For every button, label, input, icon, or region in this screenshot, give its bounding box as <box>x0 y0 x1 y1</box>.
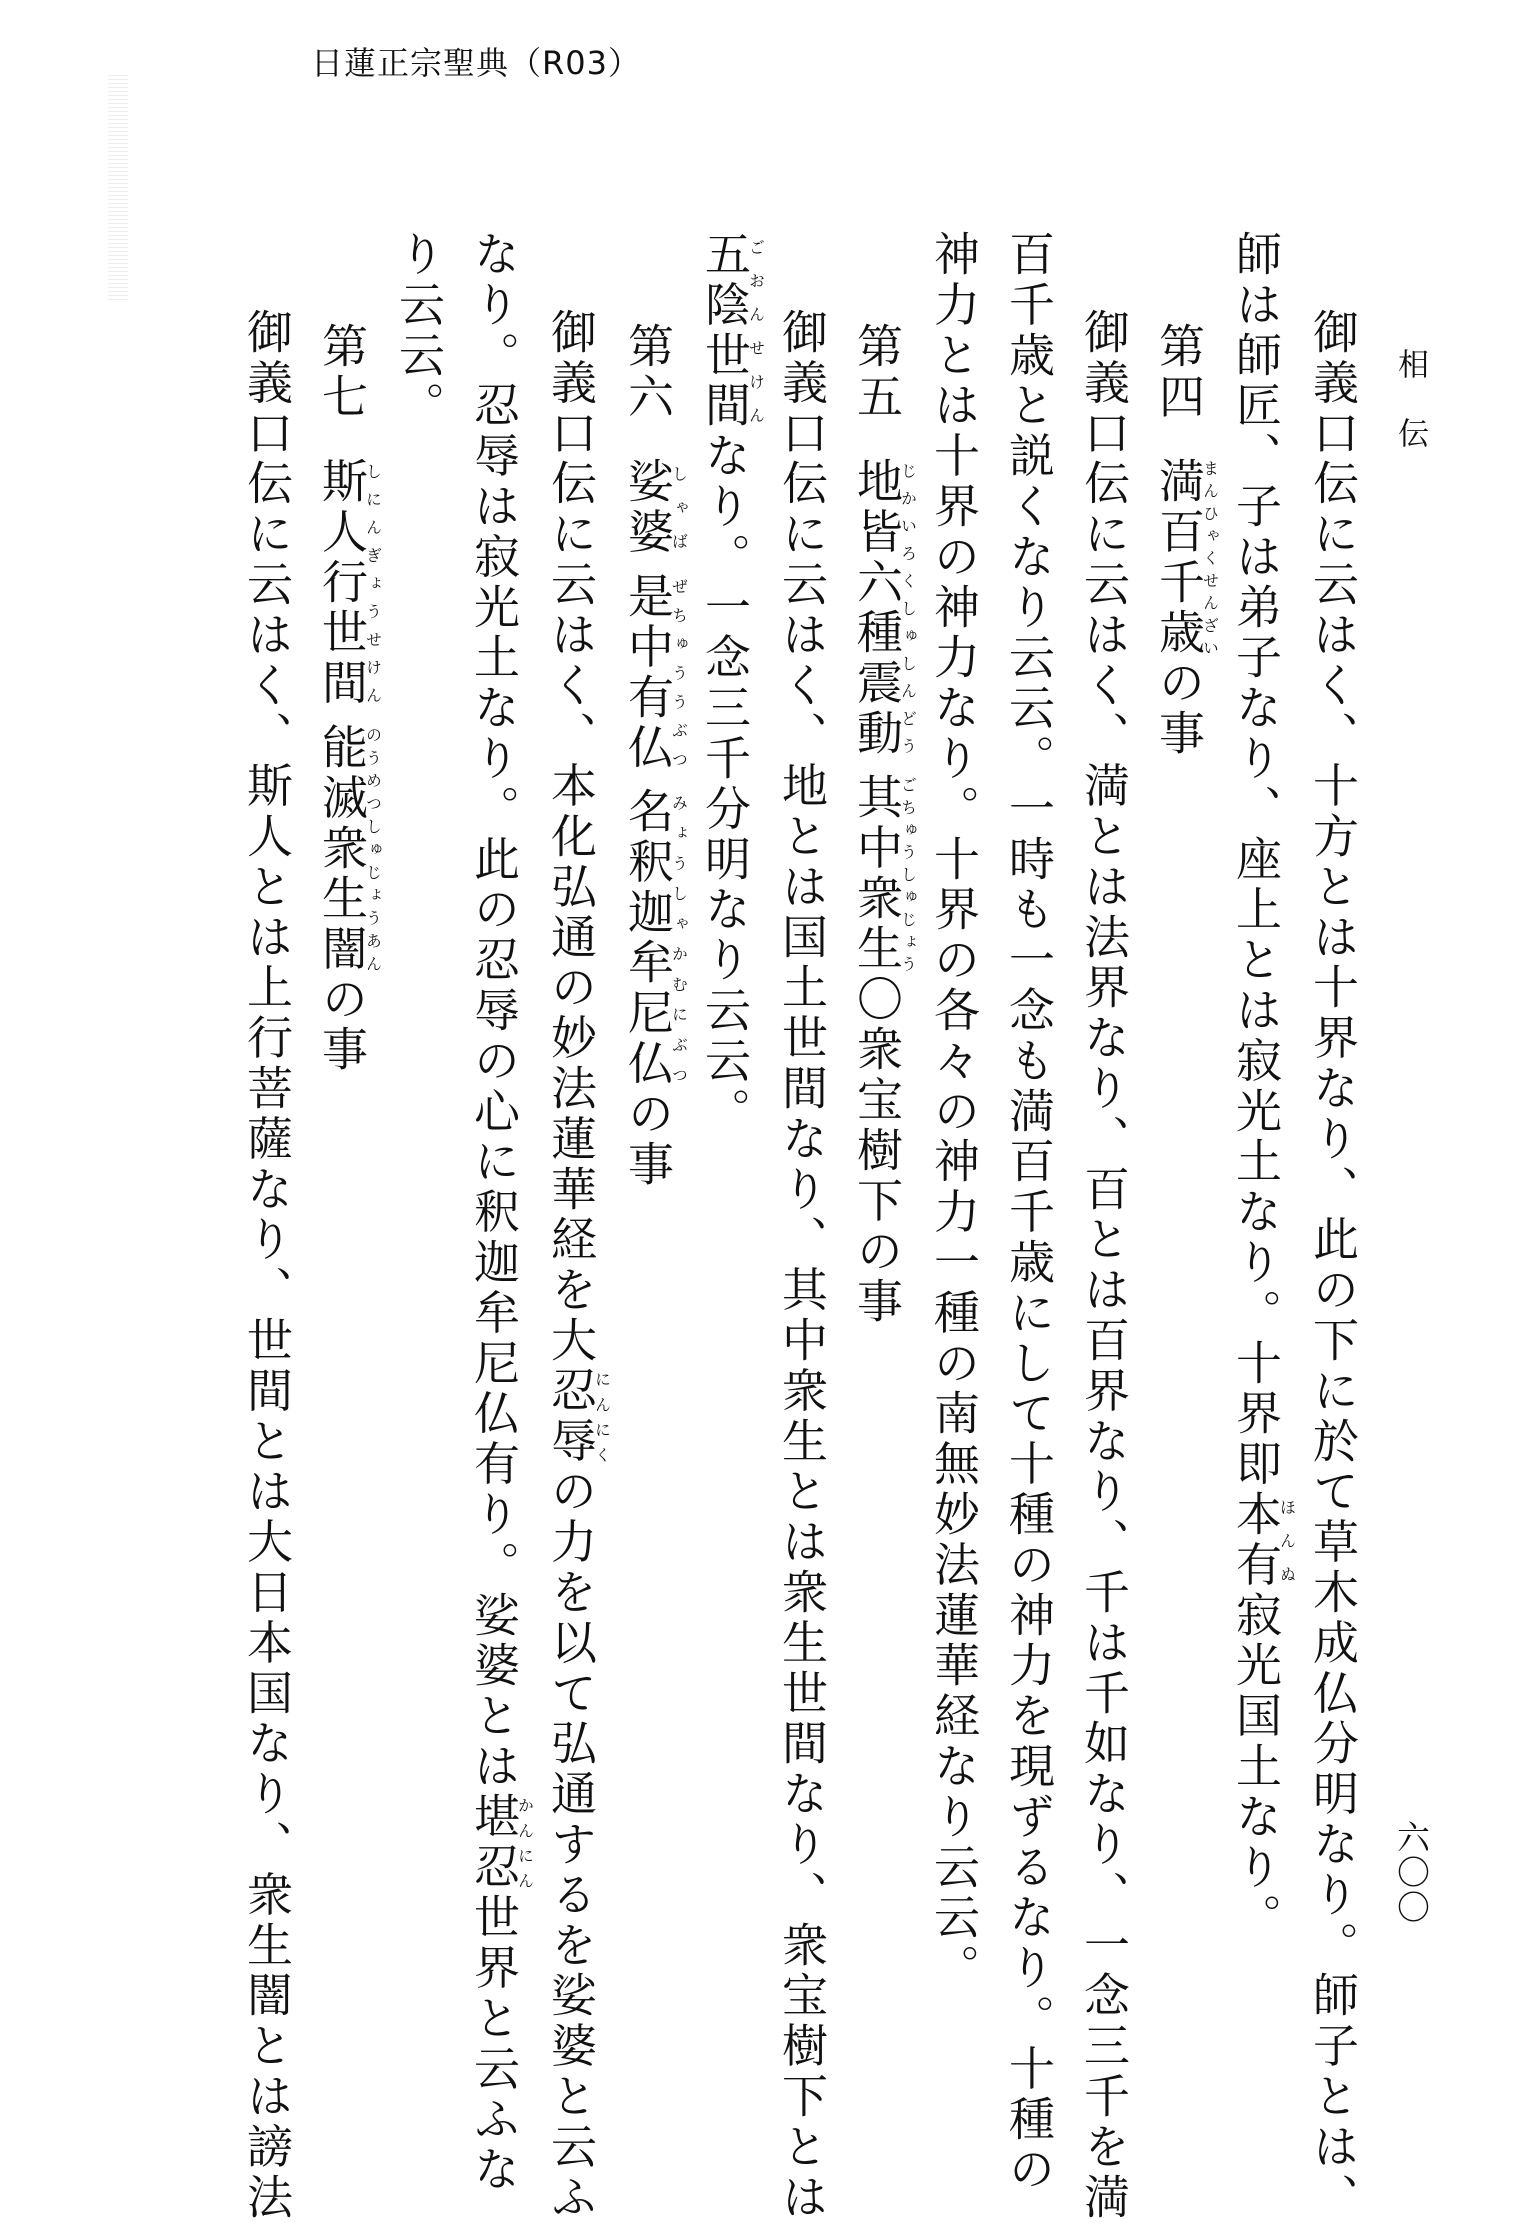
text-line: 神力とは十界の神力なり。十界の各々の神力一種の南無妙法蓮華経なり云云。 <box>927 230 981 1994</box>
running-head: 相伝 <box>1392 348 1428 486</box>
text-line: 五陰世間ごおんせけんなり。一念三千分明なり云云。 <box>698 230 766 1138</box>
section-heading-5: 第五地皆六種震動じかいろくしゅしんどう其中衆生ごちゅうしゅじょう〇衆宝樹下の事 <box>850 322 918 1328</box>
text-line: 百千歳と説くなり云云。一時も一念も満百千歳にして十種の神力を現ずるなり。十種の <box>1002 230 1056 2196</box>
ruby-word: 忍辱にんにく <box>544 1366 612 1468</box>
text-line: なり。忍辱は寂光土なり。此の忍辱の心に釈迦牟尼仏有り。娑婆とは堪忍かんにん世界と云ふな <box>467 230 535 2196</box>
section-heading-6: 第六娑婆しゃば是中有仏ぜちゅううぶつ名釈迦牟尼仏みょうしゃかむにぶつの事 <box>621 322 689 1191</box>
text-line: 御義口伝に云はく、地とは国土世間なり、其中衆生とは衆生世間なり、衆宝樹下とは <box>775 308 829 2223</box>
ruby-word: 五陰世間ごおんせけん <box>698 230 766 432</box>
ruby-word: 満百千歳まんひゃくせんざい <box>1152 456 1220 659</box>
text-line: り云云。 <box>392 230 446 432</box>
text-line: 御義口伝に云はく、本化弘通の妙法蓮華経を大忍辱にんにくの力を以て弘通するを娑婆と云ふ <box>544 308 612 2223</box>
text-line: 御義口伝に云はく、満とは法界なり、百とは百界なり、千は千如なり、一念三千を満 <box>1077 308 1131 2223</box>
ruby-word: 本有ほんぬ <box>1229 1490 1297 1591</box>
text-line: 御義口伝に云はく、斯人とは上行菩薩なり、世間とは大日本国なり、衆生闇とは謗法 <box>240 308 294 2223</box>
ruby-word: 地皆六種震動じかいろくしゅしんどう <box>850 456 918 760</box>
page-number: 六〇〇 <box>1392 1820 1431 1925</box>
ruby-word: 娑婆しゃば <box>621 456 689 558</box>
text-line: 御義口伝に云はく、十方とは十界なり、此の下に於て草木成仏分明なり。師子とは、 <box>1306 308 1360 2223</box>
ruby-word: 斯人行世間しにんぎょうせけん <box>315 456 383 709</box>
ruby-word: 名釈迦牟尼仏みょうしゃかむにぶつ <box>621 787 689 1090</box>
text-line: 師は師匠、子は弟子なり、座上とは寂光土なり。十界即本有ほんぬ寂光国土なり。 <box>1229 230 1297 1944</box>
ruby-word: 能滅衆生闇のうめつしゅじょうあん <box>315 722 383 975</box>
ruby-word: 是中有仏ぜちゅううぶつ <box>621 571 689 774</box>
body-text <box>200 230 1370 2223</box>
scan-edge-noise <box>108 75 128 300</box>
book-title: 日蓮正宗聖典（R03） <box>311 44 641 82</box>
section-heading-7: 第七斯人行世間しにんぎょうせけん能滅衆生闇のうめつしゅじょうあんの事 <box>315 322 383 1076</box>
ruby-word: 其中衆生ごちゅうしゅじょう <box>850 773 918 975</box>
ruby-word: 堪忍かんにん <box>467 1792 535 1894</box>
section-heading-4: 第四満百千歳まんひゃくせんざいの事 <box>1152 322 1220 760</box>
